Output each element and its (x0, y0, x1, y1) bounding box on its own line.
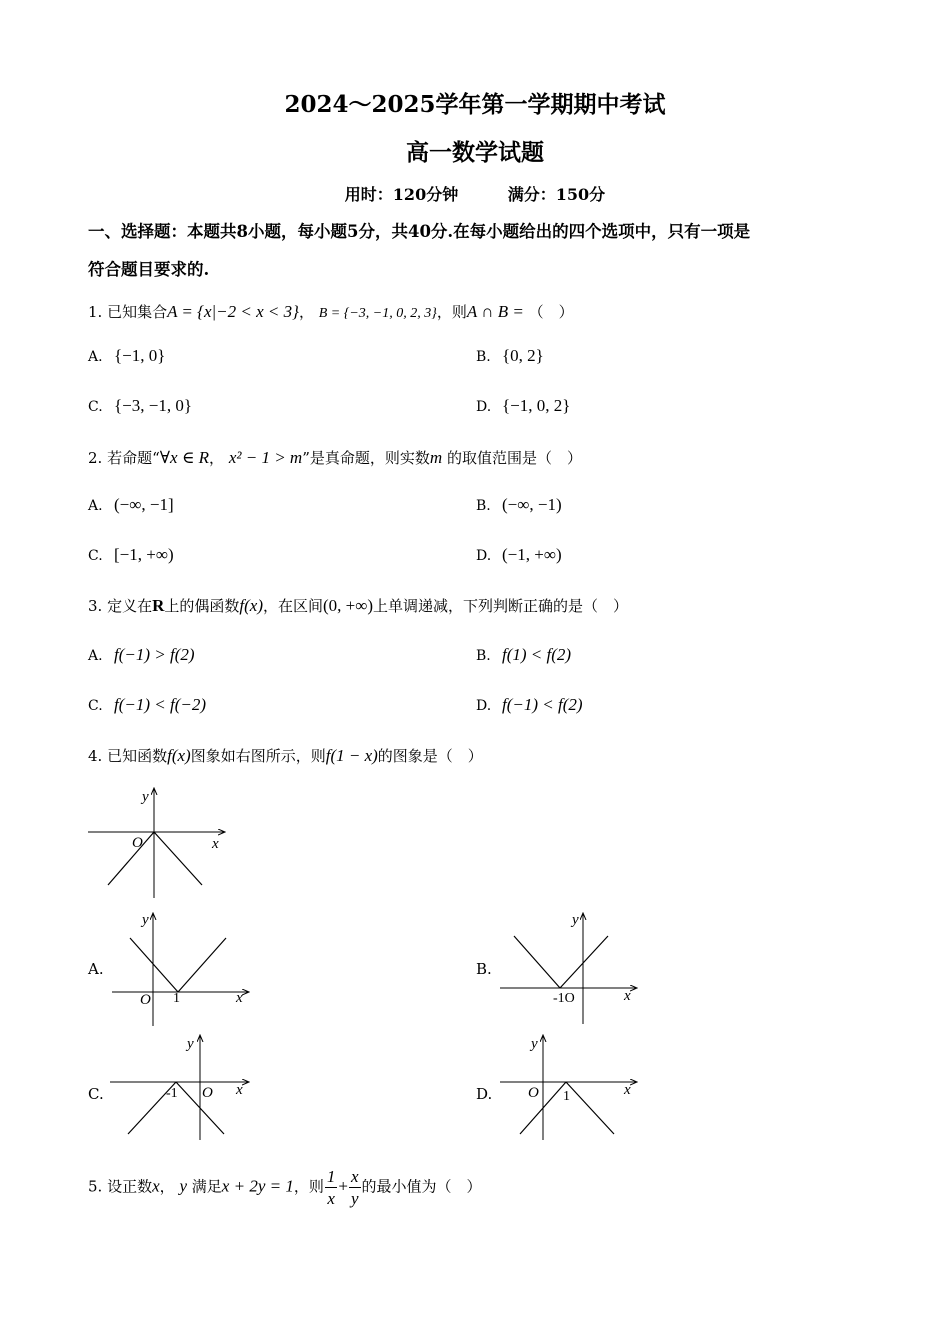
q3-option-a[interactable] (88, 645, 195, 665)
graph-line-left (108, 832, 154, 885)
q1-option-d[interactable] (476, 396, 570, 416)
q4-option-a-label[interactable]: A. (88, 960, 104, 978)
q3-interval: (0, +∞) (323, 596, 374, 615)
q2-inequality: x² − 1 > m (228, 448, 303, 467)
q3-option-c-text: f(−1) < f(−2) (114, 695, 207, 714)
origin-label: O (140, 992, 151, 1008)
tick-label-one: 1 (563, 1089, 570, 1104)
graph-line-right (154, 832, 202, 885)
q3-option-d-label: D. (476, 698, 492, 714)
q2-option-a-label: A. (88, 498, 103, 514)
q4-option-d-graph[interactable] (496, 1032, 646, 1144)
q3-text-mid1: 上的偶函数 (164, 597, 240, 615)
q2-number: 2. (88, 449, 103, 467)
q5-var-x: x (152, 1176, 160, 1196)
q3-option-a-label: A. (88, 648, 103, 664)
q5-text-then: ，则 (293, 1177, 324, 1196)
q4-fx: f(x) (167, 746, 191, 765)
question-3 (88, 595, 628, 616)
x-label: x (236, 1082, 243, 1098)
exam-title: 2024～2025学年第一学期期中考试 (284, 91, 666, 118)
q1-option-a-text: {−1, 0} (114, 346, 166, 365)
q1-option-b-label: B. (476, 349, 491, 365)
q2-option-c-text: [−1, +∞) (114, 545, 174, 564)
q2-comma: ， (209, 449, 225, 467)
q4-option-c-label[interactable]: C. (88, 1085, 104, 1103)
q1-set-b: B = {−3, −1, 0, 2, 3} (318, 306, 437, 321)
y-label: y (142, 789, 149, 805)
q3-option-b-text: f(1) < f(2) (502, 645, 572, 664)
exam-time: 用时：120分钟 (344, 185, 459, 204)
q2-option-d-text: (−1, +∞) (502, 545, 562, 564)
graph-line-right (566, 1082, 614, 1134)
q4-option-b-graph[interactable] (496, 908, 646, 1028)
q3-option-a-text: f(−1) > f(2) (114, 645, 195, 664)
q4-text-tail: 的图象是（ ） (377, 747, 483, 765)
q4-number: 4. (88, 747, 103, 765)
question-4 (88, 745, 483, 766)
q3-text-mid2: ，在区间 (263, 597, 324, 615)
q3-option-d-text: f(−1) < f(2) (502, 695, 583, 714)
q2-option-d[interactable] (476, 545, 562, 565)
q4-text-mid: 图象如右图所示，则 (190, 747, 326, 765)
y-label: y (531, 1036, 538, 1052)
q5-number: 5. (88, 1177, 103, 1196)
question-2 (88, 447, 582, 468)
q1-option-d-text: {−1, 0, 2} (502, 396, 571, 415)
q5-plus: + (338, 1176, 348, 1196)
q3-option-c-label: C. (88, 698, 103, 714)
tick-label-neg-one-origin: -1O (553, 991, 575, 1006)
q1-option-c-label: C. (88, 399, 103, 415)
x-label: x (236, 990, 243, 1006)
q4-text-pre: 已知函数 (107, 747, 168, 765)
q2-quantifier: ∀x ∈ R (159, 448, 210, 467)
question-1 (88, 301, 574, 322)
q5-fraction-2 (349, 1168, 361, 1207)
q5-text-pre: 设正数 (107, 1177, 153, 1196)
q5-var-y: y (179, 1176, 187, 1196)
q4-option-c-graph[interactable] (108, 1032, 258, 1144)
q1-blank: （ ） (528, 303, 574, 321)
q2-option-d-label: D. (476, 548, 492, 564)
y-label: y (142, 912, 149, 928)
q5-fraction-1 (325, 1168, 338, 1207)
tick-label-one: 1 (173, 991, 180, 1006)
q1-option-a-label: A. (88, 349, 103, 365)
q4-f1x: f(1 − x) (325, 746, 378, 765)
q2-option-a[interactable] (88, 495, 174, 515)
graph-line-left (130, 938, 178, 992)
q3-number: 3. (88, 597, 103, 615)
exam-subtitle: 高一数学试题 (406, 139, 544, 166)
q5-frac2-num: x (350, 1167, 359, 1186)
q3-real-set: R (152, 596, 165, 615)
origin-label: O (528, 1085, 539, 1101)
section-heading-line1: 一、选择题：本题共8小题，每小题5分，共40分.在每小题给出的四个选项中，只有一项是 (88, 222, 751, 241)
graph-line-left (514, 936, 560, 988)
q3-fx: f(x) (239, 596, 263, 615)
q1-option-a[interactable] (88, 346, 165, 366)
q3-text-pre: 定义在 (107, 597, 153, 615)
q5-text-mid: 满足 (191, 1177, 222, 1196)
tick-label-neg-one: -1 (166, 1086, 178, 1101)
q2-option-b-label: B. (476, 498, 491, 514)
q3-text-tail: 上单调递减，下列判断正确的是（ ） (373, 597, 629, 615)
x-label: x (624, 1082, 631, 1098)
x-label: x (212, 836, 219, 852)
y-label: y (187, 1036, 194, 1052)
y-label: y (572, 912, 579, 928)
q5-frac2-den: y (350, 1189, 359, 1208)
exam-meta (0, 182, 950, 205)
q1-text-mid: ，则 (436, 303, 467, 321)
question-5 (88, 1168, 482, 1207)
q1-option-c[interactable] (88, 396, 192, 416)
q4-option-d-label[interactable]: D. (476, 1085, 493, 1103)
q2-option-b[interactable] (476, 495, 562, 515)
q2-option-b-text: (−∞, −1) (502, 495, 562, 514)
x-label: x (624, 988, 631, 1004)
q2-option-c-label: C. (88, 548, 103, 564)
q1-number: 1. (88, 303, 103, 321)
origin-label: O (202, 1085, 213, 1101)
graph-line-right (178, 938, 226, 992)
q1-option-d-label: D. (476, 399, 492, 415)
q5-frac1-den: x (327, 1189, 335, 1208)
q1-expr: A ∩ B = (466, 302, 524, 321)
q5-comma: ， (159, 1177, 175, 1196)
q4-option-a-graph[interactable] (108, 908, 258, 1028)
exam-score: 满分：150分 (507, 185, 606, 204)
q1-option-c-text: {−3, −1, 0} (114, 396, 192, 415)
q2-text-post: ”是真命题，则实数 (302, 449, 430, 467)
q5-frac1-num: 1 (326, 1167, 336, 1186)
q2-text-tail: 的取值范围是（ ） (446, 449, 582, 467)
graph-line-right (560, 936, 608, 988)
section-heading-line2: 符合题目要求的. (88, 260, 210, 279)
q3-option-b-label: B. (476, 648, 491, 664)
q2-option-c[interactable] (88, 545, 174, 565)
origin-label: O (132, 835, 143, 851)
q1-option-b[interactable] (476, 346, 544, 366)
q1-comma: ， (298, 303, 314, 321)
q3-option-c[interactable] (88, 695, 206, 715)
q1-set-a: A = {x|−2 < x < 3} (167, 302, 299, 321)
q2-text-pre: 若命题“ (107, 449, 160, 467)
q1-option-b-text: {0, 2} (502, 346, 544, 365)
q5-equation: x + 2y = 1 (221, 1176, 294, 1196)
q5-text-tail: 的最小值为（ ） (361, 1177, 482, 1196)
q3-option-b[interactable] (476, 645, 571, 665)
q4-option-b-label[interactable]: B. (476, 960, 492, 978)
q2-option-a-text: (−∞, −1] (114, 495, 174, 514)
q2-var: m (429, 448, 443, 467)
q1-text-pre: 已知集合 (107, 303, 168, 321)
q4-reference-graph (86, 785, 236, 900)
q3-option-d[interactable] (476, 695, 583, 715)
